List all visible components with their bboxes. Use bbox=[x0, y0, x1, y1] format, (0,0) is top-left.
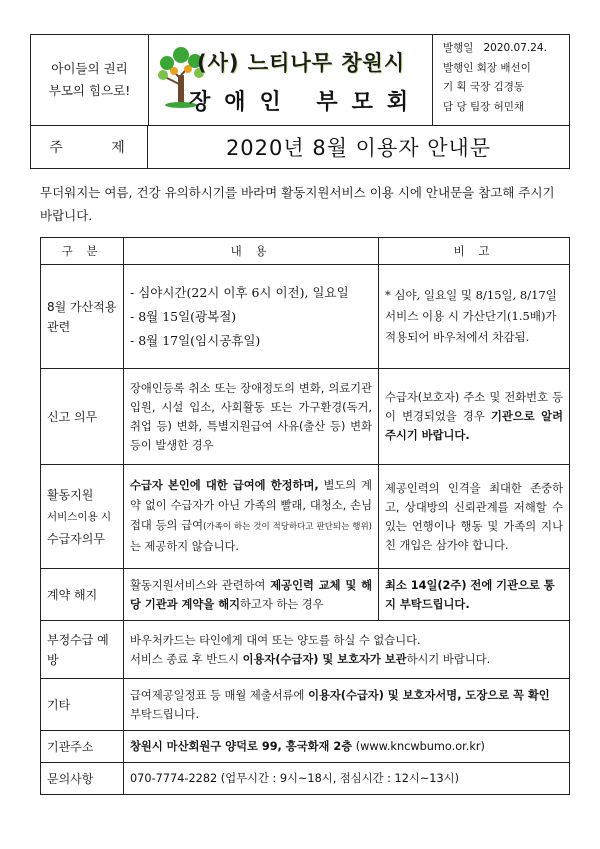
table-row bbox=[41, 265, 570, 369]
row-category: 부정수급 예방 bbox=[41, 621, 124, 679]
table-row bbox=[41, 763, 570, 795]
row-note: * 심야, 일요일 및 8/15일, 8/17일 서비스 이용 시 가산단기(1.5배)가 적용되어 바우처에서 차감됨. bbox=[379, 265, 570, 369]
publisher-row: 발행인 회장 배선이 bbox=[443, 61, 531, 74]
document-title: 2020년 8월 이용자 안내문 bbox=[225, 136, 492, 160]
row-category: 8월 가산적용 관련 bbox=[41, 265, 124, 369]
row-content: 장애인등록 취소 또는 장애정도의 변화, 의료기관 입원, 시설 입소, 사회활동 또는 가구환경(독거, 취업 등) 변화, 특별지원급여 사유(출산 등) 변화 등이 발생한 경우 bbox=[124, 369, 379, 465]
table-row bbox=[41, 621, 570, 679]
table-row bbox=[41, 465, 570, 569]
guide-table bbox=[40, 237, 570, 795]
row-category: 기타 bbox=[41, 679, 124, 731]
organization-title-box bbox=[149, 35, 433, 125]
row-content: 바우처카드는 타인에게 대여 또는 양도를 하실 수 없습니다. 서비스 종료 후 반드시 이용자(수급자) 및 보호자가 보관하시기 바랍니다. bbox=[124, 621, 570, 679]
intro-paragraph: 무더워지는 여름, 건강 유의하시기를 바라며 활동지원서비스 이용 시에 안내문을 참고해 주시기 바랍니다. bbox=[40, 185, 555, 223]
table-row bbox=[41, 369, 570, 465]
row-category: 기관주소 bbox=[41, 731, 124, 763]
slogan-line-2: 부모의 힘으로! bbox=[48, 83, 131, 98]
publish-date-row: 발행일 2020.07.24. bbox=[443, 42, 547, 54]
header-category: 구 분 bbox=[41, 238, 124, 265]
row-content: 창원시 마산회원구 양덕로 99, 흥국화재 2층 (www.kncwbumo.or.kr) bbox=[124, 731, 570, 763]
subject-row bbox=[31, 126, 569, 168]
list-item: - 8월 17일(임시공휴일) bbox=[130, 332, 261, 348]
organization-name-line-1: (사) 느티나무 창원시 bbox=[197, 51, 406, 75]
row-note: 수급자(보호자) 주소 및 전화번호 등이 변경되었을 경우 기관으로 알려주시기 바랍니다. bbox=[379, 369, 570, 465]
row-category: 문의사항 bbox=[41, 763, 124, 795]
table-row bbox=[41, 731, 570, 763]
row-category: 신고 의무 bbox=[41, 369, 124, 465]
slogan-box bbox=[31, 35, 149, 125]
row-content: 활동지원서비스와 관련하여 제공인력 교체 및 해당 기관과 계약을 해지하고자 하는 경우 bbox=[124, 569, 379, 621]
table-header-row bbox=[41, 238, 570, 265]
row-content bbox=[124, 265, 379, 369]
organization-name-line-2: 장애인 부모회 bbox=[189, 90, 423, 115]
header-content: 내 용 bbox=[124, 238, 379, 265]
row-category: 계약 해지 bbox=[41, 569, 124, 621]
list-item: - 8월 15일(광복절) bbox=[130, 308, 237, 324]
row-content: 급여제공일정표 등 매월 제출서류에 이용자(수급자) 및 보호자서명, 도장으로 꼭 확인 부탁드립니다. bbox=[124, 679, 570, 731]
list-item: - 심야시간(22시 이후 6시 이전), 일요일 bbox=[130, 284, 349, 300]
publication-info bbox=[433, 35, 569, 125]
row-content: 070-7774-2282 (업무시간 : 9시~18시, 점심시간 : 12시~13시) bbox=[124, 763, 570, 795]
header-note: 비 고 bbox=[379, 238, 570, 265]
row-category: 활동지원 서비스이용 시 수급자의무 bbox=[41, 465, 124, 569]
document-header-frame bbox=[30, 34, 570, 169]
row-note: 최소 14일(2주) 전에 기관으로 통지 부탁드립니다. bbox=[379, 569, 570, 621]
row-content: 수급자 본인에 대한 급여에 한정하며, 별도의 계약 없이 수급자가 아닌 가족의 빨래, 대청소, 손님접대 등의 급여(가족이 하는 것이 적당하다고 판단되는 행위)는 제공하지 않습니다. bbox=[124, 465, 379, 569]
planner-row: 기 획 국장 김경동 bbox=[443, 81, 525, 93]
subject-label: 주 제 bbox=[31, 126, 148, 168]
row-note: 제공인력의 인격을 최대한 존중하고, 상대방의 신뢰관계를 저해할 수 있는 언행이나 행동 및 가족의 지나친 개입은 삼가야 합니다. bbox=[379, 465, 570, 569]
slogan-line-1: 아이들의 권리 bbox=[51, 61, 128, 76]
header-row bbox=[31, 35, 569, 126]
table-row bbox=[41, 679, 570, 731]
manager-row: 담 당 팀장 허민채 bbox=[443, 100, 525, 113]
table-row bbox=[41, 569, 570, 621]
